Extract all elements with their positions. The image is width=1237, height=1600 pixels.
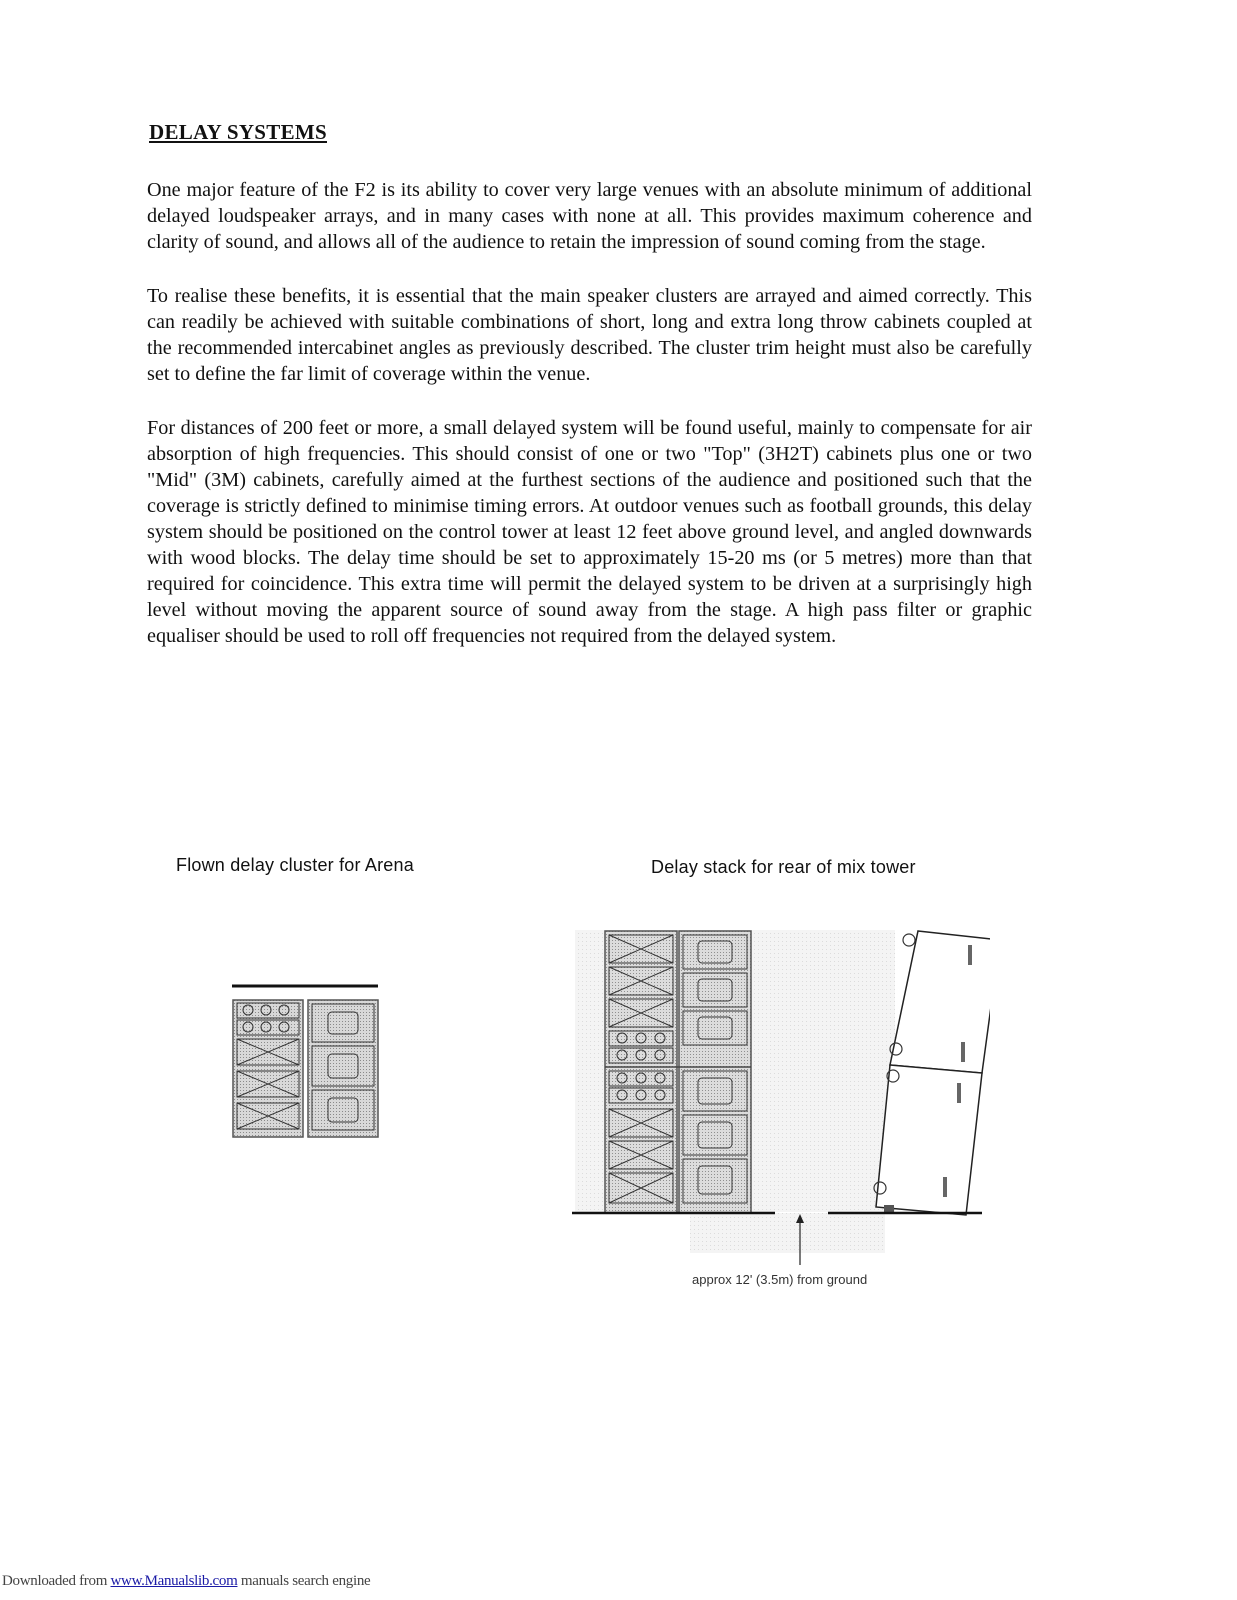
manualslib-link[interactable]: www.Manualslib.com: [110, 1573, 238, 1589]
ground-height-note: approx 12' (3.5m) from ground: [692, 1272, 868, 1287]
section-heading: DELAY SYSTEMS: [149, 120, 327, 144]
flown-delay-cluster-diagram: [228, 982, 384, 1142]
footer-suffix: manuals search engine: [237, 1573, 371, 1589]
figure-caption-flown-cluster: Flown delay cluster for Arena: [176, 855, 414, 875]
figure-caption-delay-stack: Delay stack for rear of mix tower: [651, 857, 916, 877]
paragraph-arraying: To realise these benefits, it is essential that the main speaker clusters are arrayed and aimed correctly. This can readily be achieved with suitable combinations of short, long and extra long throw cabinets coupled at the recommended intercabinet angles as previously described. The cluster trim height must also be carefully set to define the far limit of coverage within the venue.: [147, 285, 1032, 385]
paragraph-intro: One major feature of the F2 is its ability to cover very large venues with an absolute minimum of additional delayed loudspeaker arrays, and in many cases with none at all. This provides maximum coherence and clarity of sound, and allows all of the audience to retain the impression of sound coming from the stage.: [147, 179, 1032, 253]
footer-attribution: [2, 1573, 370, 1590]
mix-tower-delay-stack-diagram: [570, 925, 990, 1265]
footer-prefix: Downloaded from: [2, 1573, 111, 1589]
paragraph-delay-system: For distances of 200 feet or more, a small delayed system will be found useful, mainly to compensate for air absorption of high frequencies. This should consist of one or two "Top" (3H2T) cabinets plus one or two "Mid" (3M) cabinets, carefully aimed at the furthest sections of the audience and positioned such that the coverage is strictly defined to minimise timing errors. At outdoor venues such as football grounds, this delay system should be positioned on the control tower at least 12 feet above ground level, and angled downwards with wood blocks. The delay time should be set to approximately 15-20 ms (or 5 metres) more than that required for coincidence. This extra time will permit the delayed system to be driven at a surprisingly high level without moving the apparent source of sound away from the stage. A high pass filter or graphic equaliser should be used to roll off frequencies not required from the delayed system.: [147, 417, 1032, 647]
